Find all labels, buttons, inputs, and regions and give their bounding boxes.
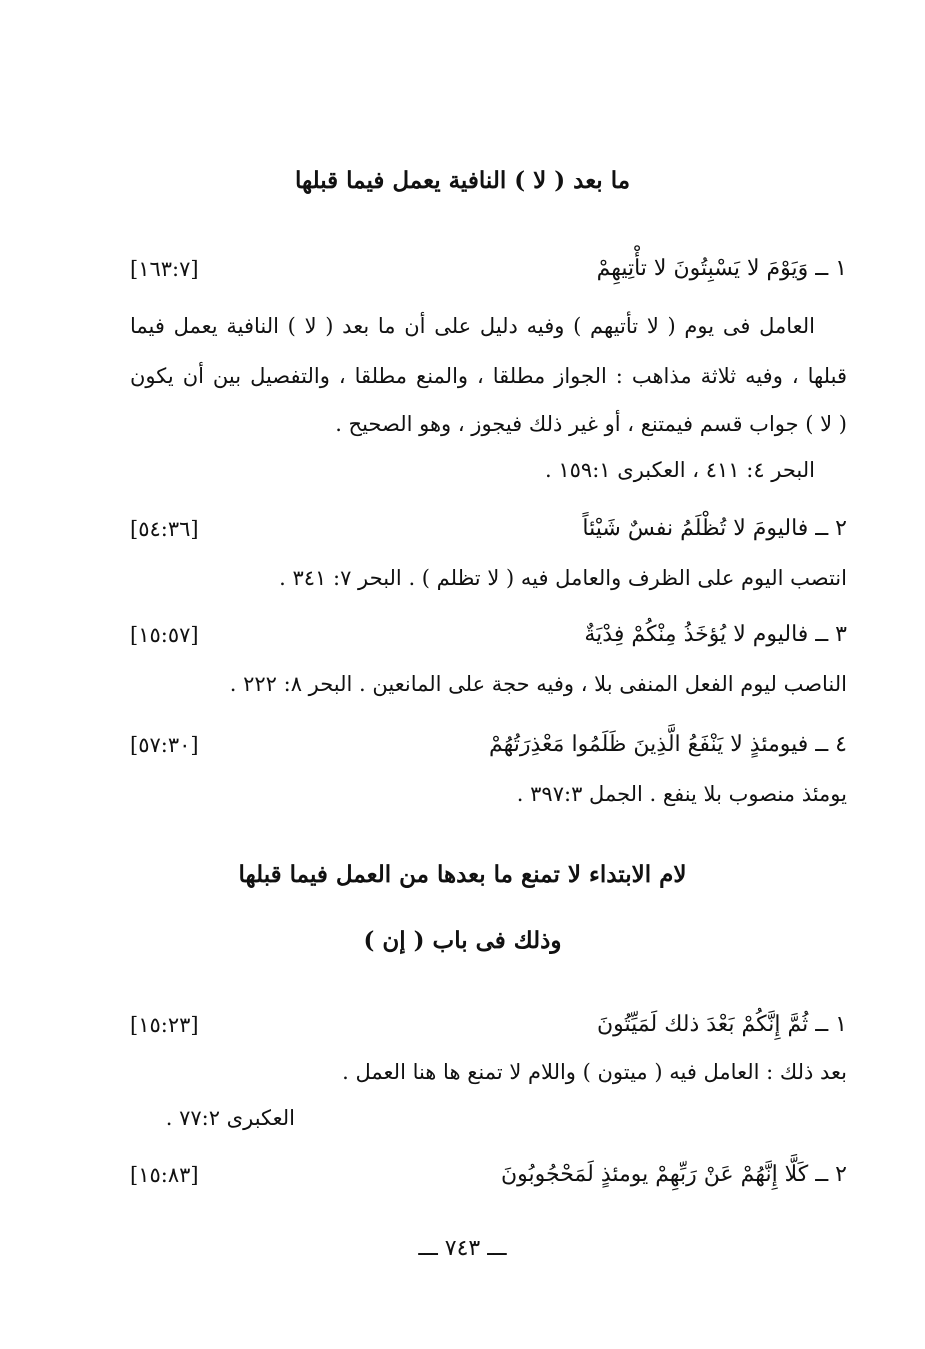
- commentary-line: الناصب ليوم الفعل المنفى بلا ، وفيه حجة على المانعين . البحر ٨: ٢٢٢ .: [229, 672, 847, 696]
- citation-line: العكبرى ٧٧:٢ .: [165, 1106, 295, 1130]
- verse-entry: [130, 252, 847, 286]
- verse-entry: [130, 618, 847, 652]
- commentary-line: بعد ذلك : العامل فيه ( ميتون ) واللام لا تمنع ها هنا العمل .: [342, 1060, 847, 1084]
- verse-reference: [١٥:٥٧]: [130, 623, 199, 647]
- verse-entry: [130, 1008, 847, 1042]
- commentary-line: العامل فى يوم ( لا تأتيهم ) وفيه دليل على أن ما بعد ( لا ) النافية يعمل فيما: [130, 314, 815, 338]
- verse-entry: [130, 728, 847, 762]
- verse-reference: [١٦٣:٧]: [130, 257, 199, 281]
- page-number: ـــ ٧٤٣ ـــ: [418, 1236, 507, 1261]
- verse-text: ١ ــ ثُمَّ إِنَّكُمْ بَعْدَ ذلك لَمَيِّتُونَ: [596, 1012, 847, 1037]
- verse-text: ١ ــ وَيَوْمَ لا يَسْبِتُونَ لا تأْتِيهِمْ: [596, 256, 847, 281]
- verse-reference: [٥٤:٣٦]: [130, 517, 199, 541]
- verse-reference: [١٥:٨٣]: [130, 1163, 199, 1187]
- section-heading: ما بعد ( لا ) النافية يعمل فيما قبلها: [294, 167, 631, 194]
- verse-text: ٢ ــ كَلَّا إِنَّهُمْ عَنْ رَبِّهِمْ يومئذٍ لَمَحْجُوبُونَ: [501, 1162, 847, 1187]
- verse-text: ٣ ــ فاليوم لا يُؤخَذُ مِنْكُمْ فِدْيَةٌ: [584, 622, 847, 647]
- verse-entry: [130, 512, 847, 546]
- verse-text: ٤ ــ فيومئذٍ لا يَنْفَعُ الَّذِينَ ظَلَمُوا مَعْذِرَتُهُمْ: [488, 732, 847, 757]
- section-subheading: وذلك فى باب ( إن ): [363, 927, 562, 954]
- citation-line: البحر ٤: ٤١١ ، العكبرى ١٥٩:١ .: [545, 458, 815, 482]
- verse-entry: [130, 1158, 847, 1192]
- verse-text: ٢ ــ فاليومَ لا تُظْلَمُ نفسٌ شَيْئاً: [582, 516, 847, 541]
- commentary-line: قبلها ، وفيه ثلاثة مذاهب : الجواز مطلقا ، والمنع مطلقا ، والتفصيل بين أن يكون: [130, 364, 847, 388]
- commentary-line: يومئذ منصوب بلا ينفع . الجمل ٣٩٧:٣ .: [516, 782, 847, 806]
- verse-reference: [١٥:٢٣]: [130, 1013, 199, 1037]
- verse-reference: [٥٧:٣٠]: [130, 733, 199, 757]
- section-heading: لام الابتداء لا تمنع ما بعدها من العمل فيما قبلها: [238, 861, 687, 888]
- commentary-line: انتصب اليوم على الظرف والعامل فيه ( لا تظلم ) . البحر ٧: ٣٤١ .: [279, 566, 847, 590]
- commentary-line: ( لا ) جواب قسم فيمتنع ، أو غير ذلك فيجوز ، وهو الصحيح .: [335, 412, 847, 436]
